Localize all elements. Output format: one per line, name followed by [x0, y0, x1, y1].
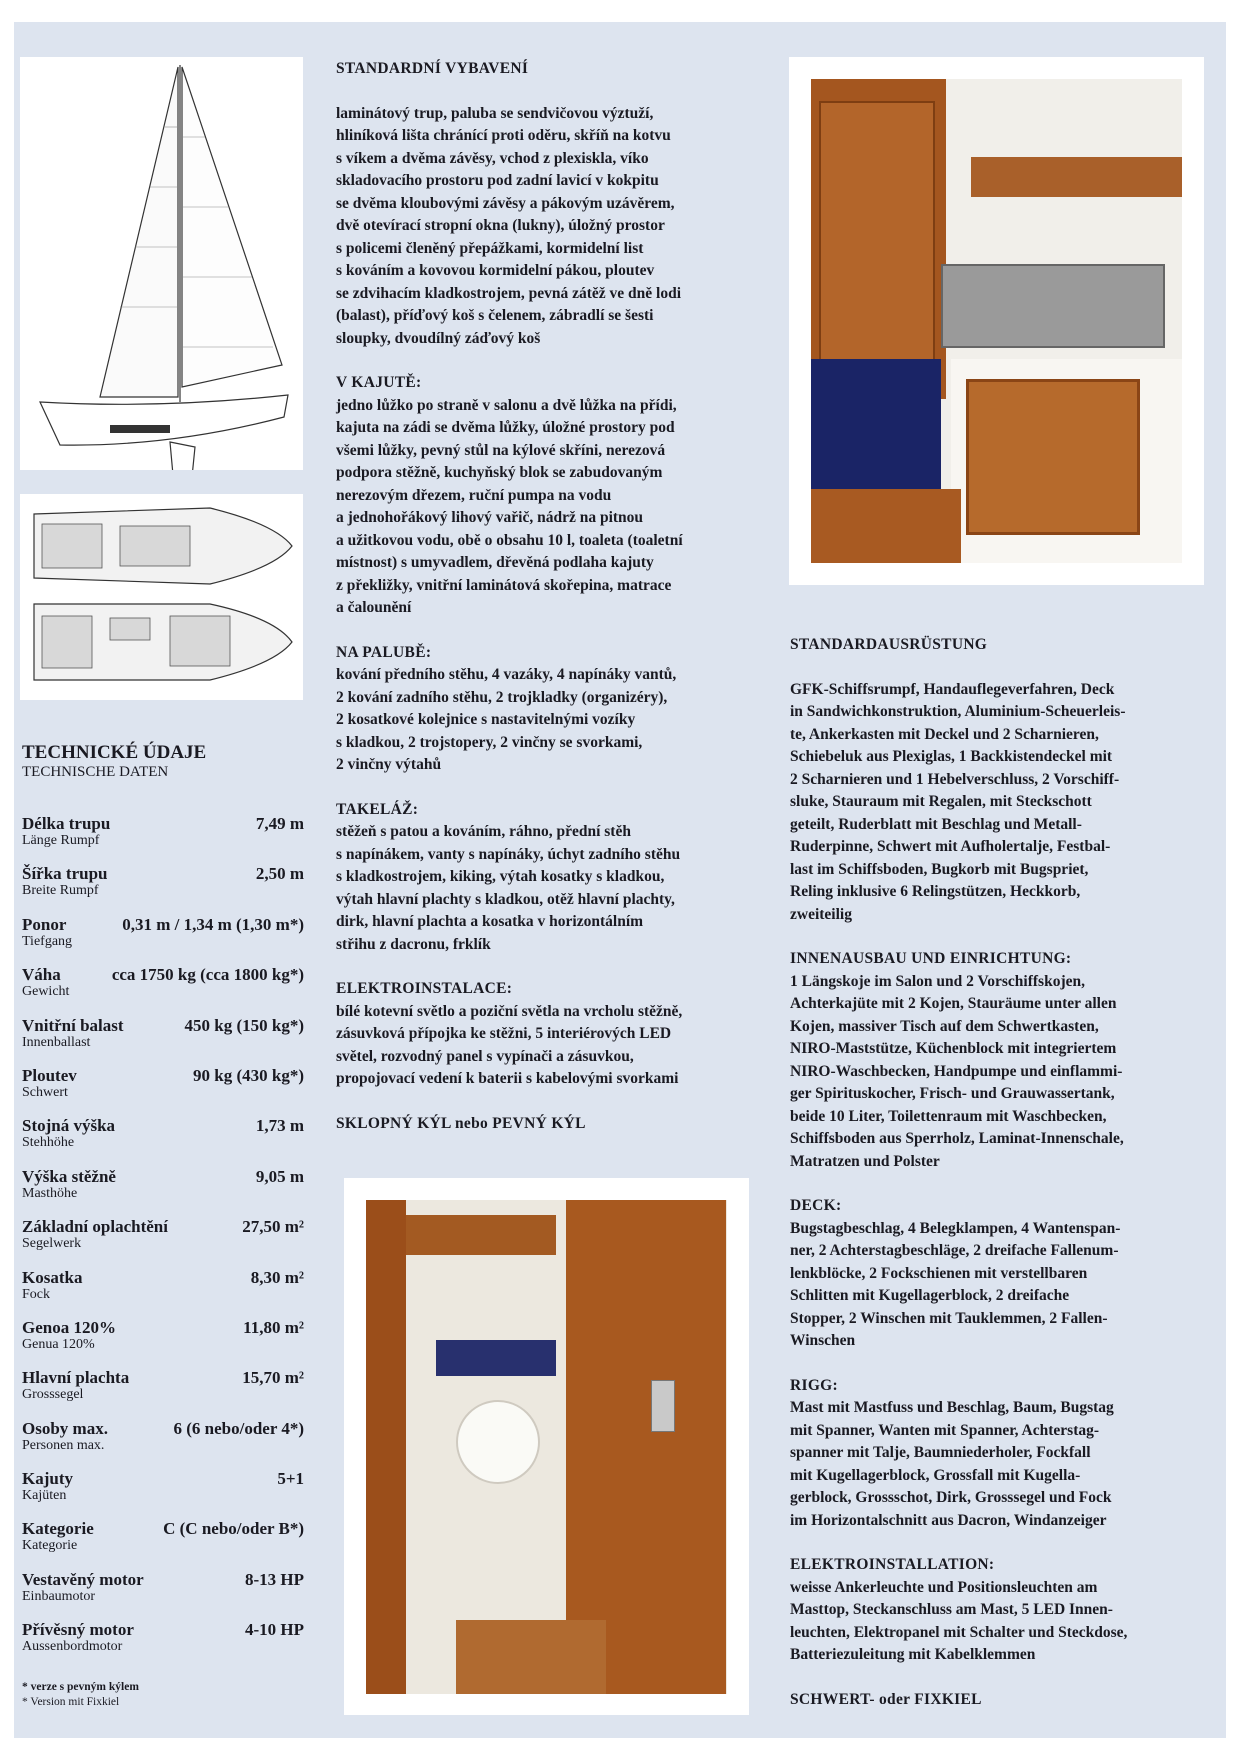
toilet-photo-frame	[344, 1178, 749, 1715]
spec-label: Délka trupu	[22, 814, 111, 833]
spec-label-de: Aussenbordmotor	[22, 1639, 123, 1655]
spec-label-de: Segelwerk	[22, 1236, 82, 1252]
spec-label-de: Grosssegel	[22, 1387, 84, 1403]
spec-label-de: Kajüten	[22, 1488, 67, 1504]
section-title: ELEKTROINSTALACE:	[336, 980, 513, 997]
spec-value: 5+1	[277, 1469, 304, 1489]
section-deck-cz	[336, 642, 766, 777]
spec-label: Stojná výška	[22, 1116, 116, 1136]
spec-value: 1,73 m	[255, 1116, 304, 1136]
wood-rail	[811, 489, 961, 563]
spec-label-de: Länge Rumpf	[22, 833, 100, 848]
spec-label-de: Innenballast	[22, 1034, 91, 1050]
spec-row	[22, 1167, 304, 1217]
section-title: SCHWERT- oder FIXKIEL	[790, 1690, 982, 1708]
spec-row	[22, 1268, 304, 1318]
spec-value: 450 kg (150 kg*)	[184, 1015, 304, 1035]
section-text: Mast mit Mastfuss und Beschlag, Baum, Bugstag mit Spanner, Wanten mit Spanner, Achterstag- spanner mit Talje, Baumniederholer, Fockfall mit Kugellagerblock, Grossfall mit Kugella- gerblock, Grossschot, Dirk, Grosssegel und Fock im Horizontalschnitt aus Dacron, Windanzeiger	[790, 1399, 1114, 1529]
wood-shelf	[406, 1215, 556, 1255]
section-standard-cz	[336, 58, 766, 350]
deck-layout-drawing-panel	[20, 494, 303, 700]
spec-value: C (C nebo/oder B*)	[163, 1519, 304, 1539]
spec-label: Ploutev	[22, 1065, 77, 1085]
spec-label: Vestavěný motor	[22, 1569, 144, 1589]
spec-value: 27,50 m²	[242, 1217, 304, 1237]
stove	[941, 264, 1165, 348]
spec-row	[22, 1066, 304, 1116]
deck-layout-drawing	[20, 494, 303, 700]
door-latch	[651, 1380, 675, 1432]
spec-row	[22, 864, 304, 914]
spec-label: Šířka trupu	[22, 864, 108, 884]
section-title: INNENAUSBAU UND EINRICHTUNG:	[790, 950, 1072, 967]
galley-cabinet-door	[966, 379, 1140, 535]
spec-value: 4-10 HP	[244, 1620, 304, 1640]
spec-label: Vnitřní balast	[22, 1015, 124, 1035]
sail-plan-drawing-panel	[20, 57, 303, 470]
spec-value: 90 kg (430 kg*)	[193, 1065, 304, 1085]
spec-label-de: Masthöhe	[22, 1185, 78, 1201]
section-text: 1 Längskoje im Salon und 2 Vorschiffskojen, Achterkajüte mit 2 Kojen, Stauräume unter allen Kojen, massiver Tisch auf dem Schwertkasten, NIRO-Maststütze, Küchenblock mit integriertem NIRO-Waschbecken, Handpumpe und einflammi- ger Spirituskocher, Frisch- und Grauwassertank, beide 10 Liter, Toilettenraum mit Waschbecken, Schiffsboden aus Sperrholz, Laminat-Innenschale, Matratzen und Polster	[790, 972, 1124, 1170]
toilet	[456, 1400, 540, 1484]
section-keel-de	[790, 1689, 1210, 1712]
spec-row	[22, 1519, 304, 1569]
spec-label: Osoby max.	[22, 1418, 108, 1438]
section-title: SKLOPNÝ KÝL nebo PEVNÝ KÝL	[336, 1114, 586, 1132]
spec-label-de: Stehhöhe	[22, 1135, 75, 1151]
section-title: NA PALUBĚ:	[336, 643, 432, 661]
spec-label: Výška stěžně	[22, 1166, 116, 1186]
technical-data-subtitle: TECHNISCHE DATEN	[22, 764, 169, 780]
section-title: TAKELÁŽ:	[336, 800, 419, 818]
spec-value: 8,30 m²	[250, 1267, 304, 1287]
technical-data-title: TECHNICKÉ ÚDAJE	[22, 742, 207, 763]
spec-label-de: Schwert	[22, 1084, 68, 1100]
section-rigging-de	[790, 1375, 1210, 1533]
spec-value: 6 (6 nebo/oder 4*)	[173, 1418, 304, 1438]
section-title: STANDARDNÍ VYBAVENÍ	[336, 60, 529, 77]
section-text: kování předního stěhu, 4 vazáky, 4 napínáky vantů, 2 kování zadního stěhu, 2 trojkladky (organizéry), 2 kosatkové kolejnice s nastavitelnými vozíky s kladkou, 2 trojstopery, 2 vinčny se svorkami, 2 vinčny výtahů	[336, 666, 677, 773]
spec-row	[22, 915, 304, 965]
galley-photo-frame	[789, 57, 1204, 585]
section-title: V KAJUTĚ:	[336, 374, 422, 391]
section-text: weisse Ankerleuchte und Positionsleuchten am Masttop, Steckanschluss am Mast, 5 LED Innen- leuchten, Elektropanel mit Schalter und Steckdose, Batteriezuleitung mit Kabelklemmen	[790, 1578, 1128, 1663]
section-rigging-cz	[336, 799, 766, 957]
spec-value: 7,49 m	[255, 814, 304, 833]
spec-value: 2,50 m	[255, 864, 304, 884]
galley-photo	[811, 79, 1182, 563]
technical-data-header	[22, 742, 206, 780]
spec-row	[22, 1570, 304, 1620]
section-deck-de	[790, 1195, 1210, 1353]
shelf	[971, 157, 1182, 197]
spec-row	[22, 1318, 304, 1368]
section-text: bílé kotevní světlo a poziční světla na vrcholu stěžně, zásuvková přípojka ke stěžni, 5 interiérových LED světel, rozvodný panel s vypínači a zásuvkou, propojovací vedení k baterii s kabelovými svorkami	[336, 1002, 683, 1087]
floor-grating	[456, 1620, 606, 1694]
section-text: Bugstagbeschlag, 4 Belegklampen, 4 Wantenspan- ner, 2 Achterstagbeschläge, 2 dreifache Fallenum- lenkblöcke, 2 Fockschienen mit verstellbaren Schlitten mit Kugellagerblock, 2 dreifache Stopper, 2 Winschen mit Tauklemmen, 2 Fallen- Winschen	[790, 1219, 1121, 1349]
spec-row	[22, 1469, 304, 1519]
spec-label: Genoa 120%	[22, 1317, 116, 1337]
spec-value: cca 1750 kg (cca 1800 kg*)	[111, 965, 304, 985]
spec-label-de: Personen max.	[22, 1437, 105, 1453]
section-interior-de	[790, 948, 1210, 1173]
sail-plan-drawing	[20, 57, 303, 470]
section-title: RIGG:	[790, 1376, 838, 1394]
spec-label-de: Gewicht	[22, 984, 70, 1000]
spec-value: 15,70 m²	[242, 1368, 304, 1388]
spec-label: Přívěsný motor	[22, 1620, 134, 1640]
spec-row	[22, 1016, 304, 1066]
toilet-photo	[366, 1200, 727, 1694]
section-title: STANDARDAUSRÜSTUNG	[790, 636, 988, 653]
spec-row	[22, 814, 304, 864]
section-text: stěžeň s patou a kováním, ráhno, přední stěh s napínákem, vanty s napínáky, úchyt zadního stěhu s kladkostrojem, kiking, výtah kosatky s kladkou, výtah hlavní plachty s kladkou, otěž hlavní plachty, dirk, hlavní plachta a kosatka v horizontálním střihu z dacronu, frklík	[336, 823, 681, 953]
section-standard-de	[790, 634, 1210, 926]
section-electrical-cz	[336, 978, 766, 1091]
spec-label-de: Tiefgang	[22, 933, 73, 949]
section-keel-cz	[336, 1113, 766, 1136]
spec-label-de: Genua 120%	[22, 1336, 95, 1352]
section-cabin-cz	[336, 372, 766, 620]
spec-row	[22, 1620, 304, 1670]
blue-cushion	[811, 359, 941, 489]
spec-value: 11,80 m²	[243, 1317, 304, 1337]
section-text: laminátový trup, paluba se sendvičovou výztuží, hliníková lišta chránící proti oděru, skříň na kotvu s víkem a dvěma závěsy, vchod z plexiskla, víko skladovacího prostoru pod zadní lavicí v kokpitu se dvěma kloubovými závěsy a pákovým uzávěrem, dvě otevírací stropní okna (lukny), úložný prostor s policemi členěný přepážkami, kormidelní list s kováním a kovovou kormidelní pákou, ploutev se zdvihacím kladkostrojem, pevná zátěž ve dně lodi (balast), příďový koš s čelenem, zábradlí se šesti sloupky, dvoudílný záďový koš	[336, 104, 682, 347]
spec-label-de: Fock	[22, 1286, 50, 1302]
right-column	[790, 634, 1210, 1733]
spec-value: 0,31 m / 1,34 m (1,30 m*)	[122, 914, 304, 934]
footnote-cz: * verze s pevným kýlem	[22, 1681, 139, 1693]
section-text: jedno lůžko po straně v salonu a dvě lůžka na přídi, kajuta na zádi se dvěma lůžky, úložné prostory pod všemi lůžky, pevný stůl na kýlové skříni, nerezová podpora stěžně, kuchyňský blok se zabudovaným nerezovým dřezem, ruční pumpa na vodu a jednohořákový lihový vařič, nádrž na pitnou a užitkovou vodu, obě o obsahu 10 l, toaleta (toaletní místnost) s umyvadlem, dřevěná podlaha kajuty z překližky, vnitřní laminátová skořepina, matrace a čalounění	[336, 396, 683, 616]
spec-row	[22, 1419, 304, 1469]
spec-value: 9,05 m	[255, 1166, 304, 1186]
section-electrical-de	[790, 1554, 1210, 1667]
spec-label: Kajuty	[22, 1469, 73, 1489]
section-text: GFK-Schiffsrumpf, Handauflegeverfahren, Deck in Sandwichkonstruktion, Aluminium-Scheuerleis- te, Ankerkasten mit Deckel und 2 Scharnieren, Schiebeluk aus Plexiglas, 1 Backkistendeckel mit 2 Scharnieren und 1 Hebelverschluss, 2 Vorschiff- sluke, Stauraum mit Regalen, mit Steckschott geteilt, Ruderblatt mit Beschlag und Metall- Ruderpinne, Schwert mit Aufholertalje, Festbal- last im Schiffsboden, Bugkorb mit Bugspriet, Reling inklusive 6 Relingstützen, Heckkorb, zweiteilig	[790, 680, 1126, 923]
section-title: DECK:	[790, 1197, 842, 1214]
spec-row	[22, 1368, 304, 1418]
footnote-de: * Version mit Fixkiel	[22, 1696, 120, 1708]
spec-label: Kosatka	[22, 1267, 83, 1287]
spec-value: 8-13 HP	[244, 1569, 304, 1589]
cabinet-door	[819, 101, 935, 395]
spec-label: Kategorie	[22, 1519, 94, 1539]
footnotes	[22, 1680, 139, 1710]
door-frame-left	[366, 1200, 406, 1694]
spec-label-de: Breite Rumpf	[22, 883, 99, 899]
spec-label-de: Einbaumotor	[22, 1588, 96, 1604]
spec-row	[22, 1116, 304, 1166]
spec-label: Váha	[22, 965, 61, 985]
section-title: ELEKTROINSTALLATION:	[790, 1556, 995, 1573]
spec-label: Základní oplachtění	[22, 1217, 168, 1237]
spec-table	[22, 814, 304, 1671]
spec-label: Ponor	[22, 914, 67, 934]
spec-label-de: Kategorie	[22, 1538, 78, 1554]
spec-label: Hlavní plachta	[22, 1368, 130, 1388]
spec-row	[22, 1217, 304, 1267]
blue-cushion	[436, 1340, 556, 1376]
middle-column	[336, 58, 766, 1157]
spec-row	[22, 965, 304, 1015]
